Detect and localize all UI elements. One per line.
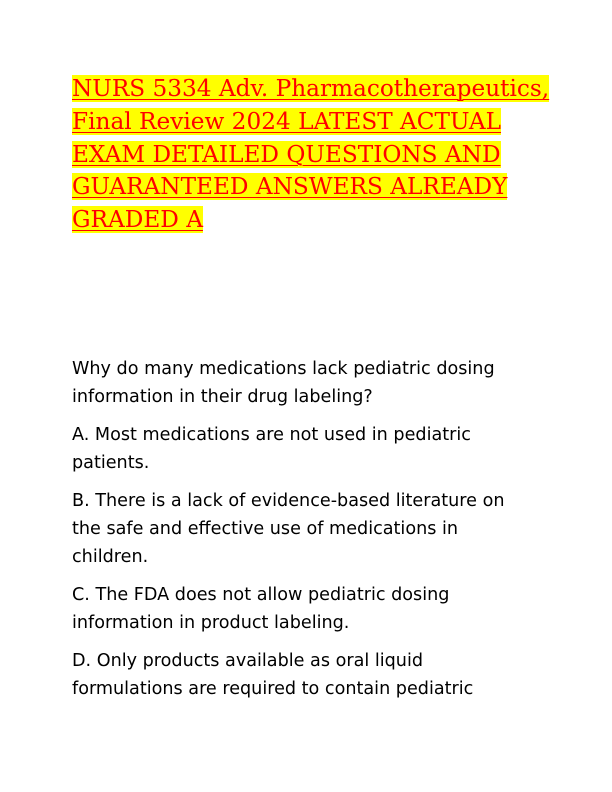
- title-line: GUARANTEED ANSWERS ALREADY: [72, 173, 508, 201]
- answer-option-c: C. The FDA does not allow pediatric dosing information in product labeling.: [72, 585, 450, 633]
- title-line: EXAM DETAILED QUESTIONS AND: [72, 140, 501, 168]
- document-title: [72, 73, 550, 237]
- answer-option-a: A. Most medications are not used in pediatric patients.: [72, 425, 471, 473]
- title-line: Final Review 2024 LATEST ACTUAL: [72, 107, 501, 135]
- title-line: GRADED A: [72, 206, 203, 234]
- title-line: NURS 5334 Adv. Pharmacotherapeutics,: [72, 75, 550, 102]
- answer-option-b: B. There is a lack of evidence-based literature on the safe and effective use of medications in children.: [72, 491, 505, 567]
- question-text: Why do many medications lack pediatric dosing information in their drug labeling?: [72, 359, 495, 407]
- question-block: [72, 355, 522, 713]
- answer-option-d: D. Only products available as oral liquid formulations are required to contain pediatric: [72, 651, 474, 699]
